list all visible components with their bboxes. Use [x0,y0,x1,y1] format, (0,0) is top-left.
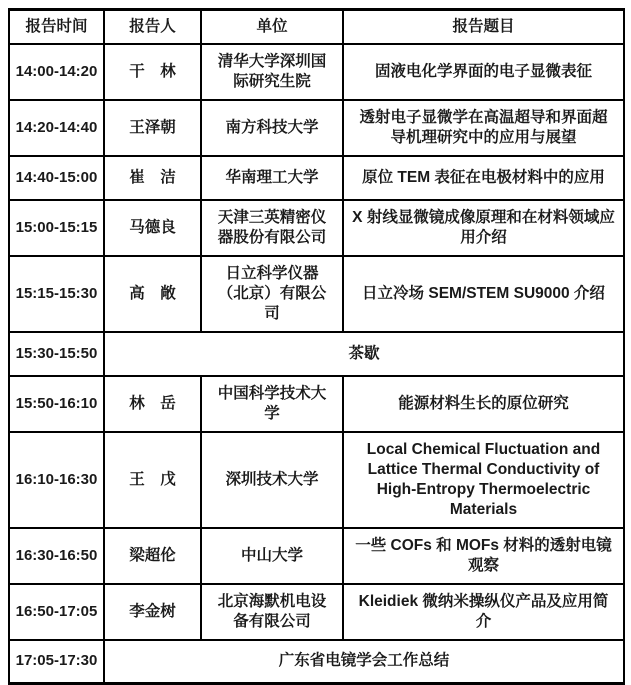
table-row [9,640,624,684]
title-cell: Kleidiek 微纳米操纵仪产品及应用简介 [343,584,624,640]
time-cell: 15:15-15:30 [9,256,104,332]
title-cell: Local Chemical Fluctuation and Lattice Thermal Conductivity of High-Entropy Thermoelectric Materials [343,432,624,528]
title-cell: 固液电化学界面的电子显微表征 [343,44,624,100]
time-cell: 16:10-16:30 [9,432,104,528]
time-cell: 15:30-15:50 [9,332,104,376]
header-row [9,10,624,44]
affiliation-cell: 北京海默机电设备有限公司 [201,584,343,640]
affiliation-cell: 华南理工大学 [201,156,343,200]
table-row [9,432,624,528]
affiliation-cell: 清华大学深圳国际研究生院 [201,44,343,100]
speaker-cell: 李金树 [104,584,201,640]
time-cell: 17:05-17:30 [9,640,104,684]
title-cell: 原位 TEM 表征在电极材料中的应用 [343,156,624,200]
affiliation-cell: 中山大学 [201,528,343,584]
table-row [9,376,624,432]
speaker-cell: 梁超伦 [104,528,201,584]
speaker-cell: 崔 洁 [104,156,201,200]
title-cell: 日立冷场 SEM/STEM SU9000 介绍 [343,256,624,332]
speaker-cell: 林 岳 [104,376,201,432]
table-row [9,256,624,332]
time-cell: 14:20-14:40 [9,100,104,156]
table-row [9,332,624,376]
schedule-table [8,8,625,685]
time-cell: 14:40-15:00 [9,156,104,200]
affiliation-cell: 南方科技大学 [201,100,343,156]
schedule-body [9,44,624,684]
speaker-cell: 干 林 [104,44,201,100]
title-cell: 一些 COFs 和 MOFs 材料的透射电镜观察 [343,528,624,584]
table-row [9,44,624,100]
table-row [9,584,624,640]
title-cell: X 射线显微镜成像原理和在材料领域应用介绍 [343,200,624,256]
time-cell: 15:50-16:10 [9,376,104,432]
affiliation-cell: 中国科学技术大学 [201,376,343,432]
speaker-cell: 王 戊 [104,432,201,528]
merged-session-cell: 广东省电镜学会工作总结 [104,640,624,684]
speaker-cell: 马德良 [104,200,201,256]
table-row [9,528,624,584]
header-title: 报告题目 [343,10,624,44]
table-row [9,156,624,200]
speaker-cell: 高 敞 [104,256,201,332]
header-time: 报告时间 [9,10,104,44]
header-speaker: 报告人 [104,10,201,44]
affiliation-cell: 天津三英精密仪器股份有限公司 [201,200,343,256]
affiliation-cell: 深圳技术大学 [201,432,343,528]
time-cell: 16:50-17:05 [9,584,104,640]
title-cell: 透射电子显微学在高温超导和界面超导机理研究中的应用与展望 [343,100,624,156]
time-cell: 16:30-16:50 [9,528,104,584]
table-header [9,10,624,44]
speaker-cell: 王泽朝 [104,100,201,156]
table-row [9,200,624,256]
time-cell: 14:00-14:20 [9,44,104,100]
table-row [9,100,624,156]
affiliation-cell: 日立科学仪器（北京）有限公司 [201,256,343,332]
title-cell: 能源材料生长的原位研究 [343,376,624,432]
merged-session-cell: 茶歇 [104,332,624,376]
time-cell: 15:00-15:15 [9,200,104,256]
header-affiliation: 单位 [201,10,343,44]
